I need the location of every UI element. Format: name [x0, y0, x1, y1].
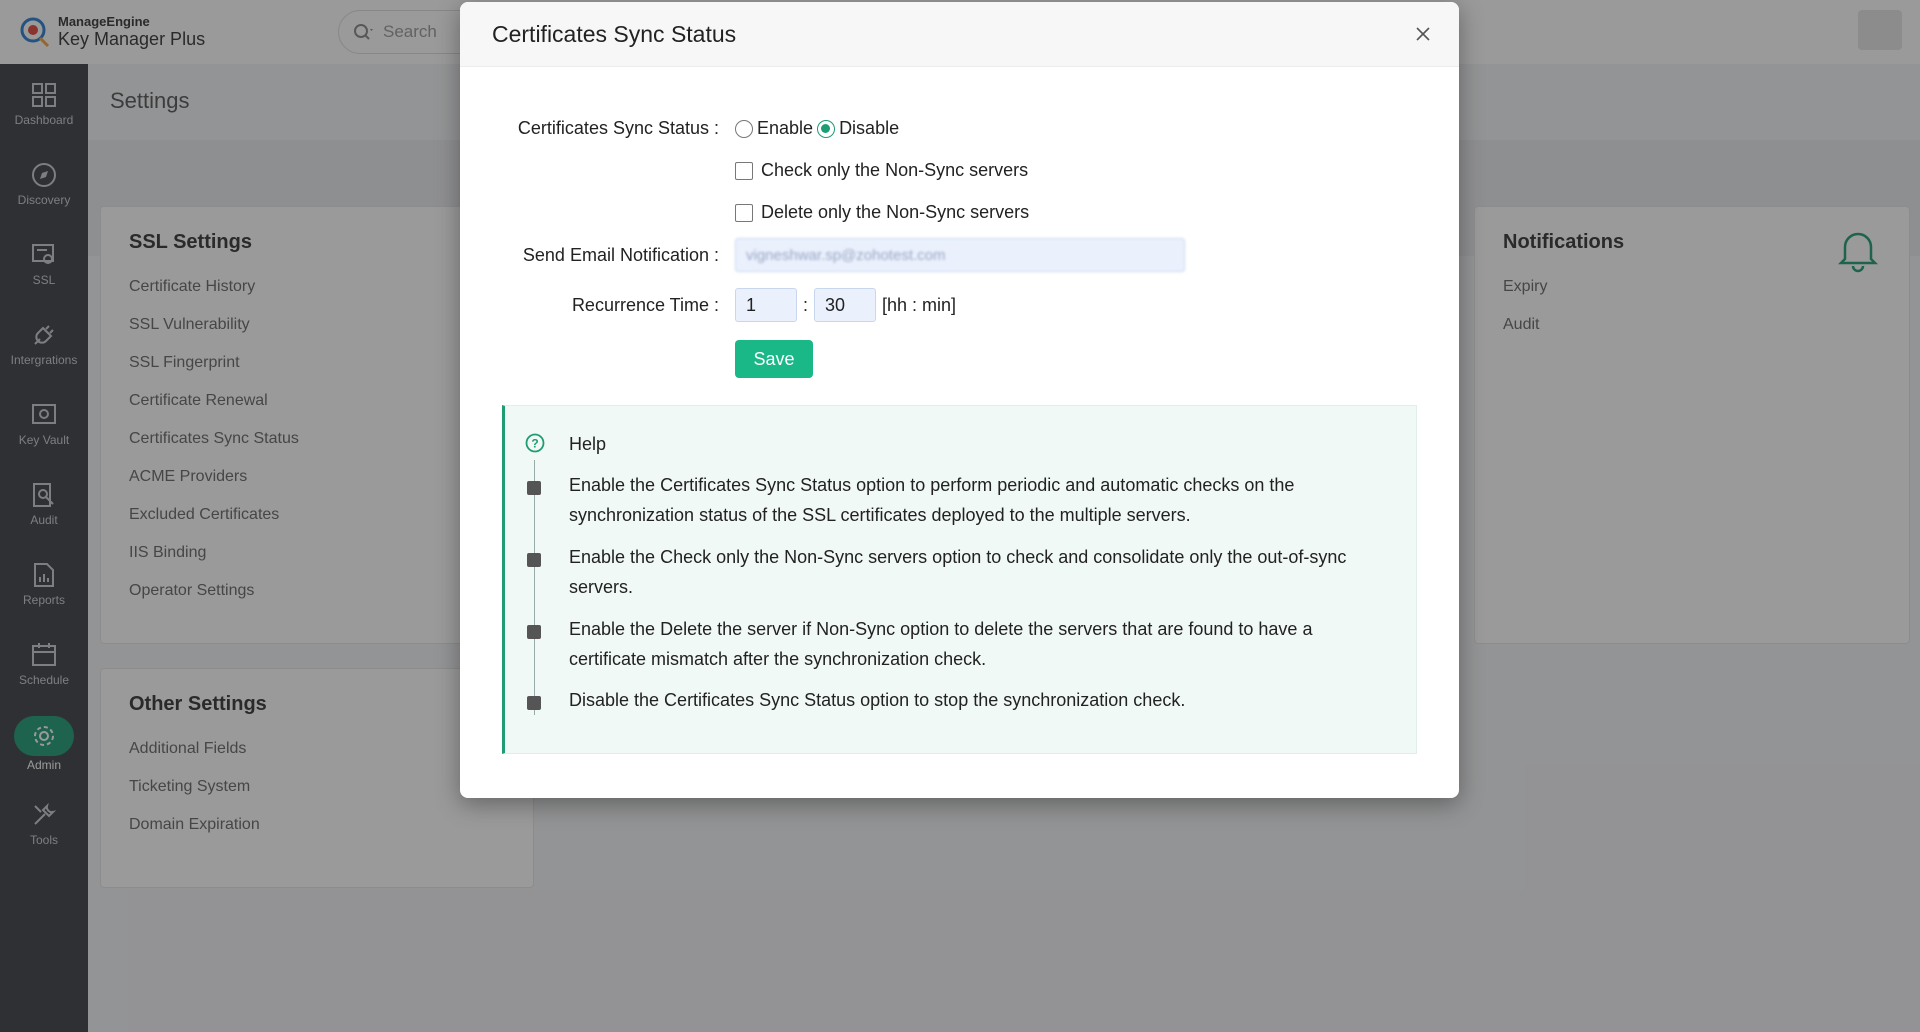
help-bullet [527, 625, 541, 639]
delete-nonsync-label[interactable]: Delete only the Non-Sync servers [761, 202, 1030, 222]
enable-radio-label[interactable]: Enable [757, 118, 814, 138]
email-field[interactable] [735, 238, 1185, 272]
sync-status-options [735, 118, 899, 139]
time-separator: : [803, 294, 809, 315]
help-bullet [527, 696, 541, 710]
help-point-4: Disable the Certificates Sync Status option to stop the synchronization check. [569, 690, 1186, 710]
enable-radio[interactable] [735, 120, 753, 138]
recurrence-label: Recurrence Time : [571, 295, 719, 315]
recurrence-time-row [735, 288, 956, 322]
search-placeholder: Search [383, 22, 437, 41]
ssl-link-excluded-certificates[interactable]: Excluded Certificates [129, 506, 280, 523]
sidebar-item-label: Audit [30, 513, 58, 527]
email-label: Send Email Notification : [522, 245, 719, 265]
help-point-1: Enable the Certificates Sync Status option to perform periodic and automatic checks on the synchronization status of the SSL certificates deployed to the multiple servers. [569, 475, 1295, 525]
help-bullet [527, 481, 541, 495]
help-panel [502, 405, 1417, 754]
ssl-settings-heading: SSL Settings [129, 231, 252, 253]
help-point-2: Enable the Check only the Non-Sync servers option to check and consolidate only the out-of-sync servers. [569, 547, 1347, 597]
ssl-link-acme-providers[interactable]: ACME Providers [129, 468, 248, 485]
other-link-additional-fields[interactable]: Additional Fields [129, 740, 247, 757]
ssl-link-ssl-vulnerability[interactable]: SSL Vulnerability [129, 316, 250, 333]
other-link-domain-expiration[interactable]: Domain Expiration [129, 816, 260, 833]
ssl-link-operator-settings[interactable]: Operator Settings [129, 582, 255, 599]
ssl-link-certificates-sync-status[interactable]: Certificates Sync Status [129, 430, 299, 447]
sidebar-item-label: Intergrations [10, 353, 78, 367]
help-question-icon [525, 433, 545, 453]
other-link-ticketing-system[interactable]: Ticketing System [129, 778, 251, 795]
check-nonsync-checkbox[interactable] [735, 162, 753, 180]
brand-top: ManageEngine [58, 14, 150, 29]
sidebar-item-label: Dashboard [14, 113, 74, 127]
certificates-sync-status-dialog [460, 2, 1459, 798]
ssl-link-ssl-fingerprint[interactable]: SSL Fingerprint [129, 354, 240, 371]
time-unit-label: [hh : min] [882, 294, 957, 315]
dialog-header [460, 2, 1459, 67]
other-settings-heading: Other Settings [129, 693, 267, 715]
save-button[interactable]: Save [735, 340, 813, 378]
sidebar-item-label: Schedule [18, 673, 70, 687]
help-bullet [527, 553, 541, 567]
sidebar-item-label: Discovery [17, 193, 71, 207]
sidebar-item-label: SSL [32, 273, 56, 287]
help-title: Help [569, 434, 607, 454]
sidebar-item-label: Reports [22, 593, 66, 607]
ssl-link-certificate-renewal[interactable]: Certificate Renewal [129, 392, 268, 409]
page-title: Settings [110, 88, 190, 113]
disable-radio[interactable] [817, 120, 835, 138]
ssl-link-iis-binding[interactable]: IIS Binding [129, 544, 207, 561]
ssl-link-certificate-history[interactable]: Certificate History [129, 278, 256, 295]
svg-text:?: ? [531, 436, 539, 451]
hours-input[interactable] [735, 288, 797, 322]
notifications-heading: Notifications [1503, 231, 1625, 253]
notif-link-expiry[interactable]: Expiry [1503, 278, 1548, 295]
close-icon[interactable] [1413, 24, 1433, 44]
dialog-title: Certificates Sync Status [492, 21, 737, 47]
minutes-input[interactable] [814, 288, 876, 322]
disable-radio-label[interactable]: Disable [839, 118, 900, 138]
sidebar-item-label: Tools [29, 833, 58, 847]
check-nonsync-label[interactable]: Check only the Non-Sync servers [761, 160, 1029, 180]
brand-name: Key Manager Plus [58, 29, 206, 49]
sync-status-label: Certificates Sync Status : [517, 118, 719, 138]
delete-nonsync-row [735, 202, 1029, 223]
help-point-3: Enable the Delete the server if Non-Sync option to delete the servers that are found to have a certificate mismatch after the synchronization check. [569, 619, 1313, 669]
sidebar-item-label: Admin [26, 758, 61, 772]
check-nonsync-row [735, 160, 1028, 181]
notif-link-audit[interactable]: Audit [1503, 316, 1540, 333]
help-timeline [534, 460, 535, 715]
sidebar-item-label: Key Vault [18, 433, 70, 447]
delete-nonsync-checkbox[interactable] [735, 204, 753, 222]
